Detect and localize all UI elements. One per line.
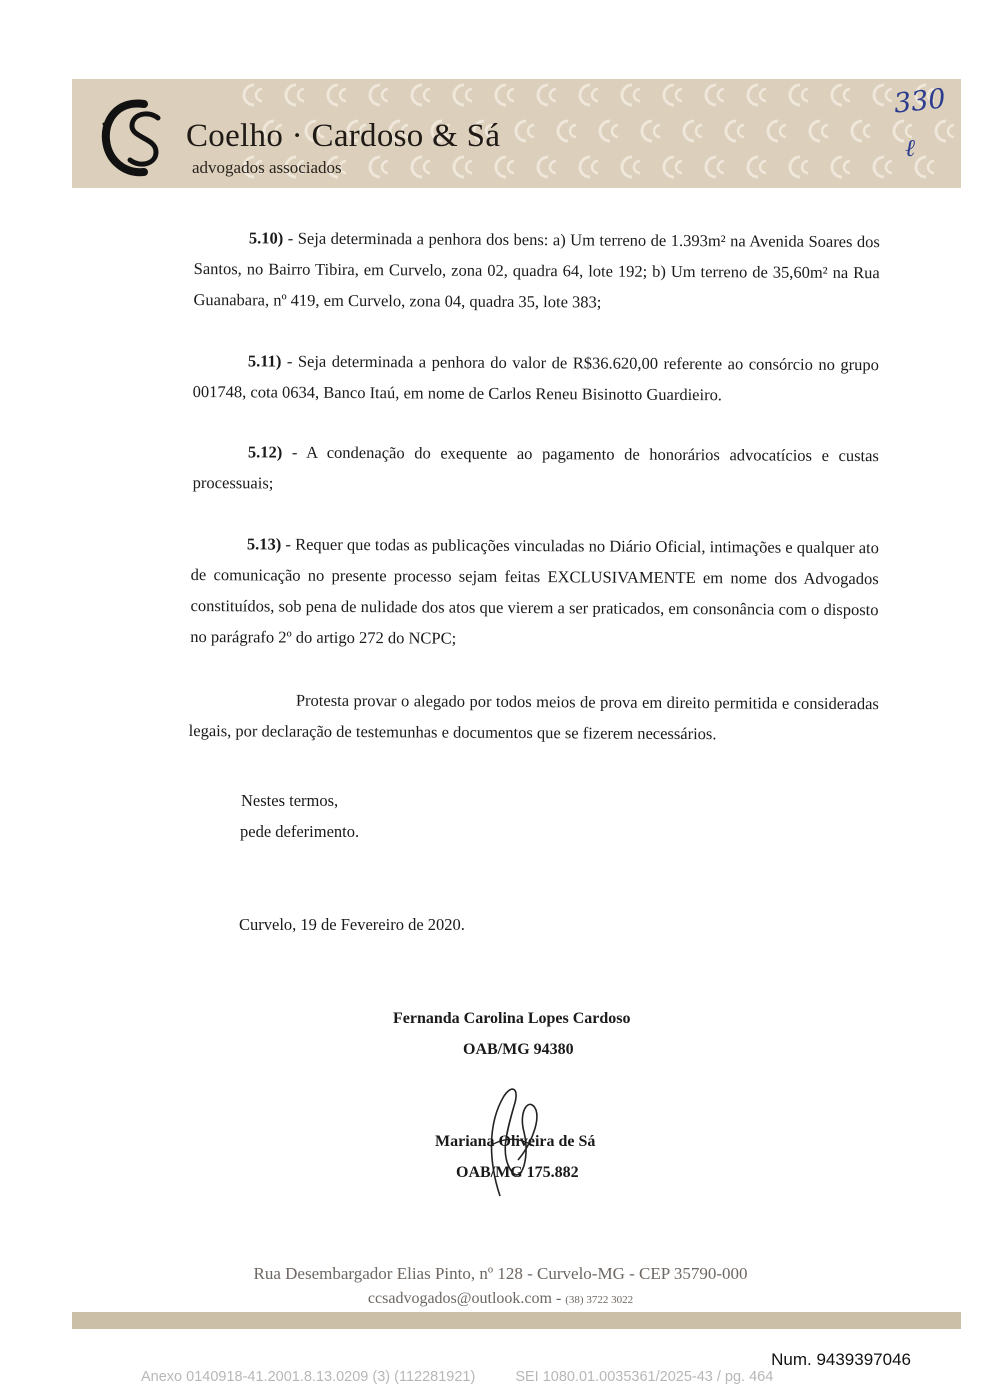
signer-2-oab: OAB/MG 175.882 [456, 1164, 579, 1181]
annex-watermark [141, 1369, 773, 1385]
signer-2-name: Mariana Oliveira de Sá [435, 1133, 596, 1150]
place-date: Curvelo, 19 de Fevereiro de 2020. [239, 915, 465, 934]
closing-line-2: pede deferimento. [240, 822, 360, 841]
footer-address: Rua Desembargador Elias Pinto, nº 128 - Curvelo-MG - CEP 35790-000 [253, 1264, 748, 1283]
handwritten-page-number: 330 [892, 83, 948, 120]
item-5-11: 5.11) - Seja determinada a penhora do valor de R$36.620,00 referente ao consórcio no grupo 001748, cota 0634, Banco Itaú, em nome de Carlos Reneu Bisinotto Guardieiro. [192, 351, 879, 405]
firm-subtitle: advogados associados [192, 158, 342, 177]
document-number-stamp: Num. 9439397046 [771, 1350, 911, 1369]
footer-band [72, 1312, 961, 1329]
handwritten-initial-mark: ℓ [905, 134, 915, 162]
item-5-12: 5.12) - A condenação do exequente ao pagamento de honorários advocatícios e custas processuais; [192, 442, 879, 493]
footer-contact [0, 1290, 1001, 1308]
protest-paragraph: Protesta provar o alegado por todos meios de prova em direito permitida e consideradas legais, por declaração de testemunhas e documentos que se fizerem necessários. [188, 690, 879, 744]
signer-1-name: Fernanda Carolina Lopes Cardoso [393, 1010, 631, 1027]
closing-line-1: Nestes termos, [241, 791, 339, 810]
item-5-10: 5.10) - Seja determinada a penhora dos bens: a) Um terreno de 1.393m² na Avenida Soares dos Santos, no Bairro Tibira, em Curvelo, zona 02, quadra 64, lote 192; b) Um terreno de 35,60m² na Rua Guanabara, nº 419, em Curvelo, zona 04, quadra 35, lote 383; [193, 228, 880, 312]
item-5-13: 5.13) - Requer que todas as publicações vinculadas no Diário Oficial, intimações e qualquer ato de comunicação no presente processo sejam feitas EXCLUSIVAMENTE em nome dos Advogados constituídos, sob pena de nulidade dos atos que vierem a ser praticados, em consonância com o disposto no parágrafo 2º do artigo 272 do NCPC; [190, 534, 879, 648]
signer-1-oab: OAB/MG 94380 [463, 1041, 574, 1058]
sei-reference: SEI 1080.01.0035361/2025-43 / pg. 464 [515, 1369, 774, 1385]
annex-reference: Anexo 0140918-41.2001.8.13.0209 (3) (112281921) [141, 1369, 476, 1385]
footer-phone: (38) 3722 3022 [565, 1294, 634, 1306]
firm-logo-icon [100, 98, 172, 178]
firm-name: Coelho · Cardoso & Sá [186, 118, 501, 154]
footer-email: ccsadvogados@outlook.com - [367, 1290, 566, 1307]
